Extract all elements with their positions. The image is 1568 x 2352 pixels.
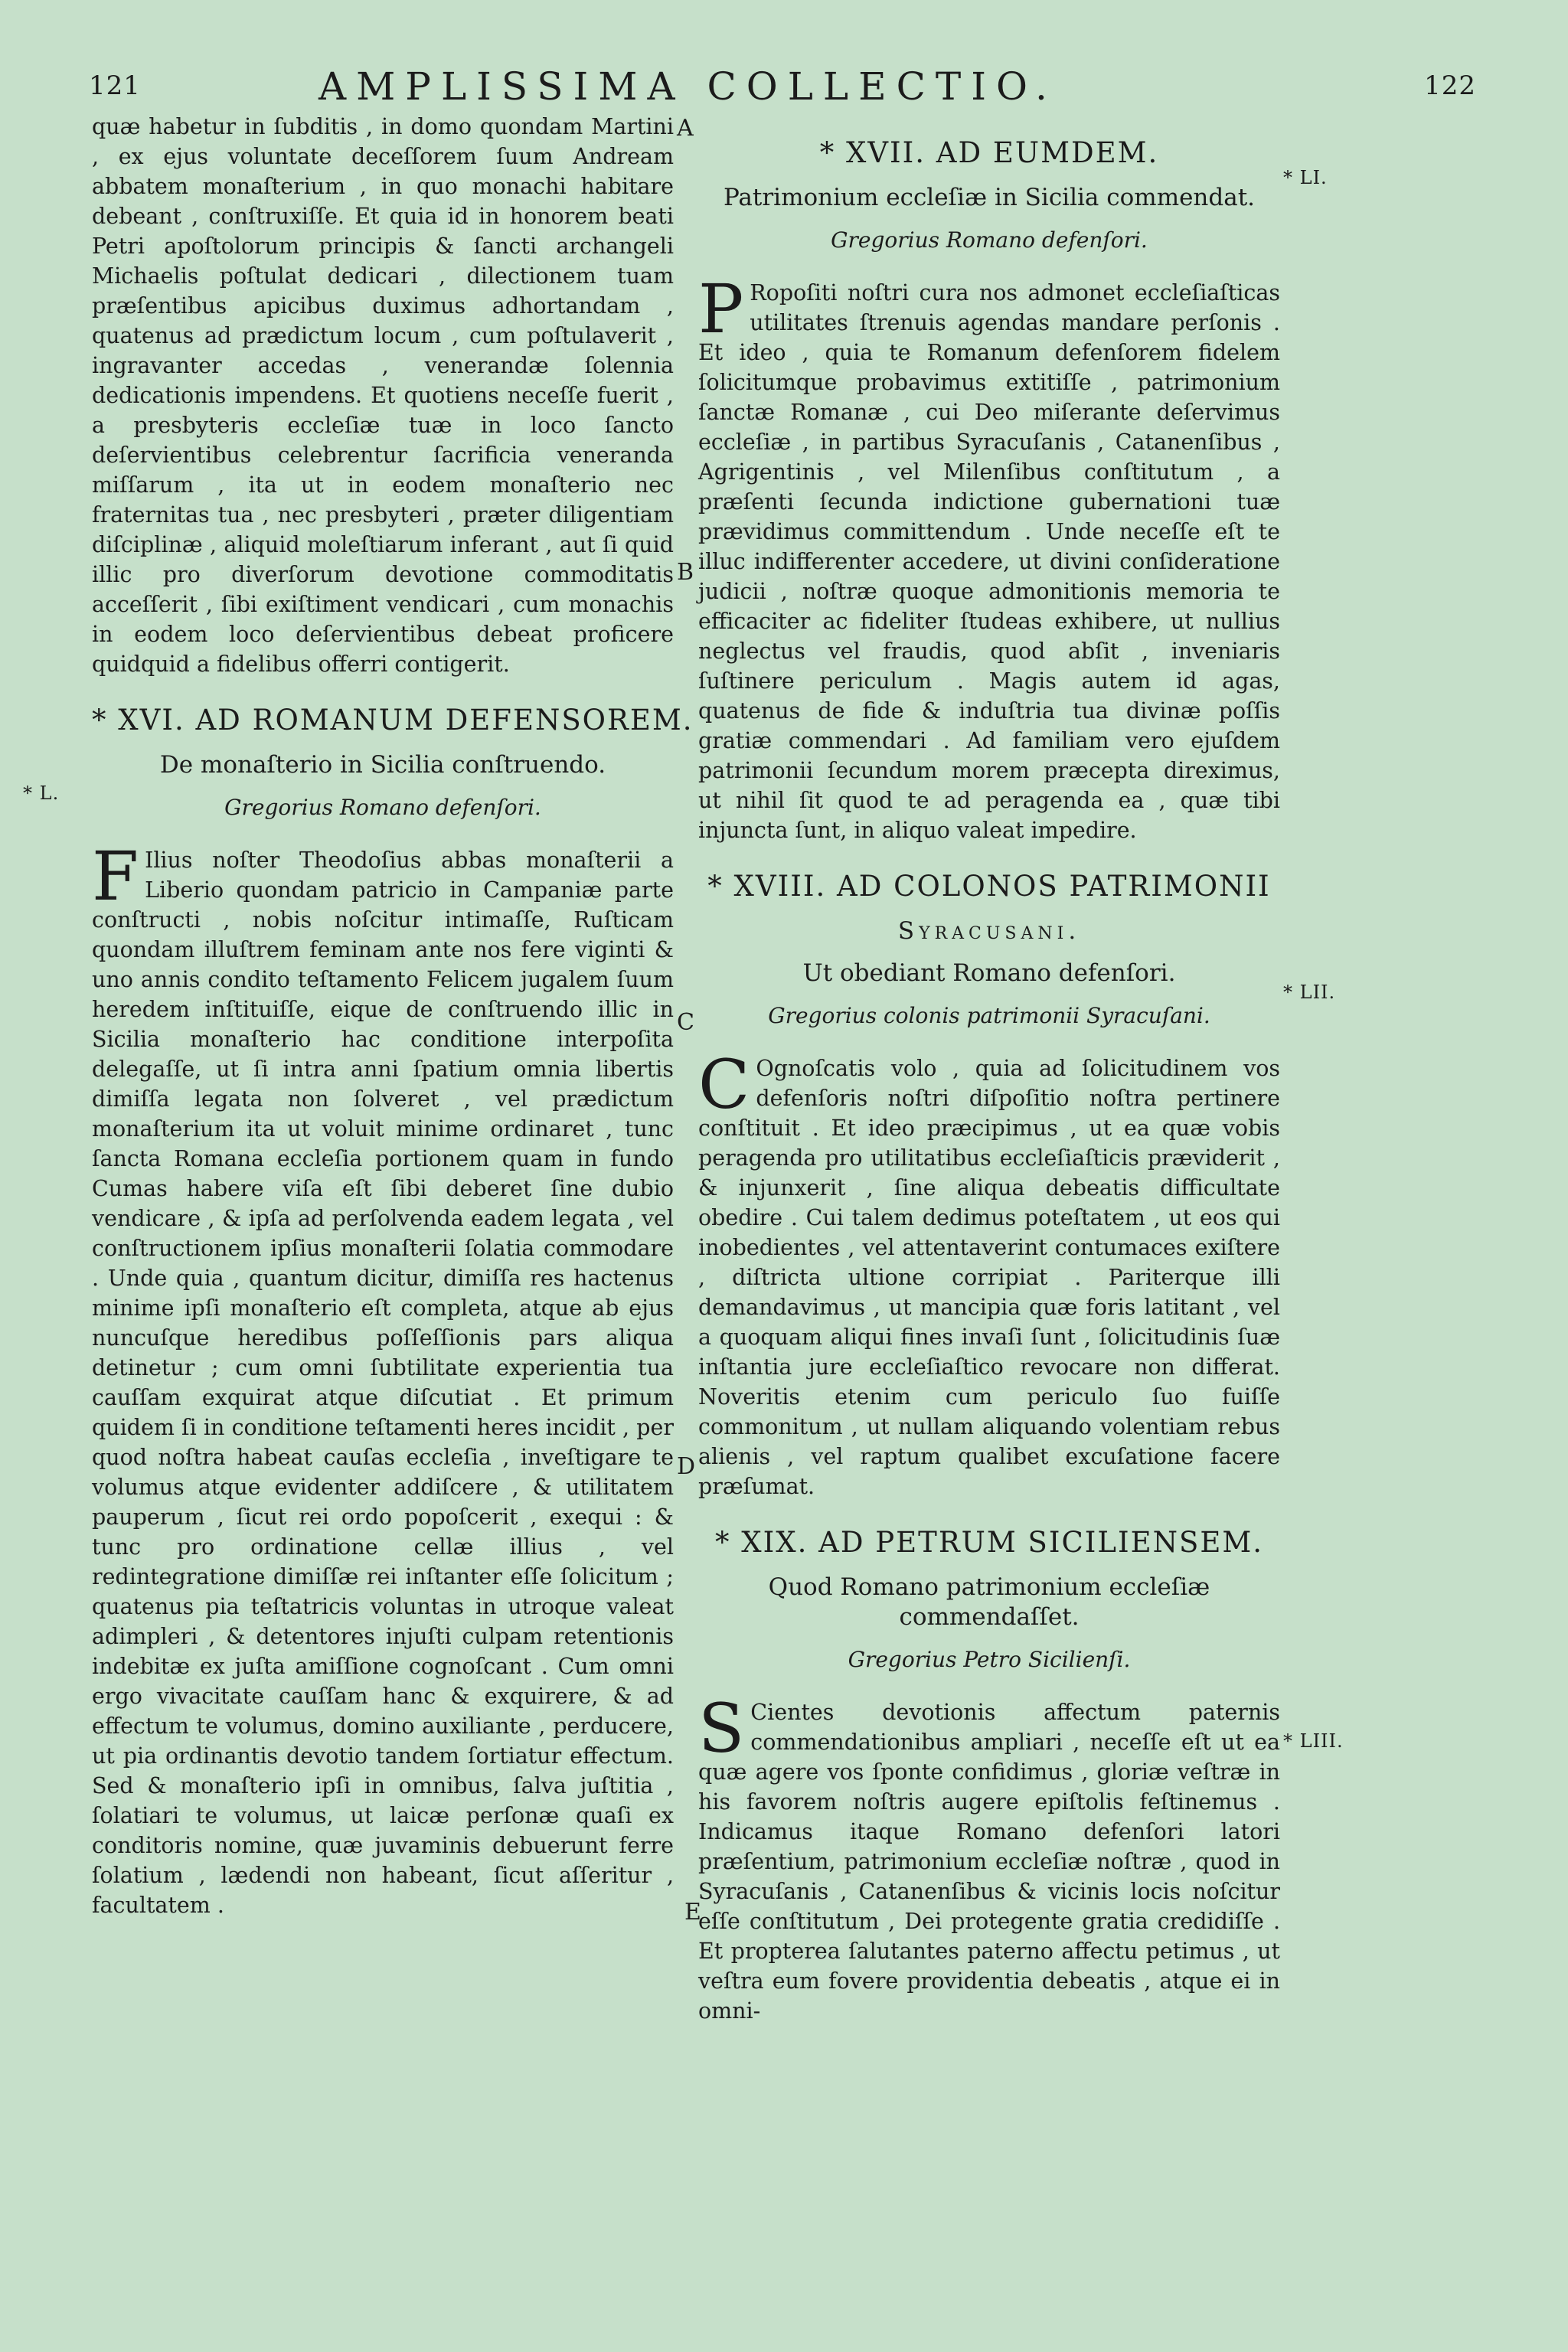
letter-18-body: Ognoſcatis volo , quia ad ſolicitudinem vos defenſoris noſtri diſpoſitio noſtra pertinere conſtituit . Et ideo præcipimus , ut ea quæ vobis peragenda pro utilitatibus eccleſiaſticis præviderit , & injunxerit , ſine aliqua debeatis difficultate obedire . Cui talem dedimus poteſtatem , ut eos qui inobedientes , vel attentaverint contumaces exiſtere , diſtricta ultione corripiat . Pariterque illi demandavimus , ut mancipia quæ foris latitant , vel a quoquam aliqui fines invaſi ſunt , ſolicitudinis ſuæ inſtantia jure eccleſiaſtico revocare non differat. Noveritis etenim cum periculo ſuo fuiſſe commonitum , ut nullam aliquando volentiam rebus alienis , vel raptum qualibet excuſatione facere præſumat.	[698, 1056, 1280, 1499]
page-number-right: 122	[1424, 70, 1476, 101]
letter-19-heading: * XIX. AD PETRUM SICILIENSEM.	[715, 1526, 1263, 1559]
letter-18-subtitle: Ut obediant Romano defenſori.	[802, 959, 1176, 987]
letter-17-body: Ropoſiti noſtri cura nos admonet eccleſiaſticas utilitates ſtrenuis agendas mandare perſonis . Et ideo , quia te Romanum defenſorem fidelem ſolicitumque probavimus extitiſſe , patrimonium ſanctæ Romanæ , cui Deo miſerante deſervimus eccleſiæ , in partibus Syracuſanis , Catanenſibus , Agrigentinis , vel Milenſibus conſtitutum , a præſenti ſecunda indictione gubernationi tuæ prævidimus committendum . Unde neceſſe eſt te illuc indifferenter accedere, ut divini conſideratione judicii , noſtræ quoque admonitionis memoria te efficaciter ac fideliter ſtudeas exhibere, ut nullius neglectus vel fraudis, quod abſit , inveniaris ſuſtinere periculum . Magis autem id agas, quatenus de fide & induſtria tua divinæ poſſis gratiæ commendari . Ad familiam vero ejuſdem patrimonii ſecundum morem præcepta direximus, ut nihil ſit quod te ad peragenda ea , quæ tibi injuncta ſunt, in aliquo valeat impedire.	[698, 280, 1280, 843]
letter-18-salutation: Gregorius colonis patrimonii Syracuſani.	[768, 1003, 1210, 1028]
letter-19-salutation: Gregorius Petro Sicilienſi.	[848, 1647, 1131, 1672]
margin-note-liii: * LIII.	[1283, 1730, 1344, 1752]
letter-17-dropcap: P	[698, 270, 744, 348]
section-letter-a: A	[677, 115, 694, 142]
letter-16-body: Ilius noſter Theodoſius abbas monaſterii a Liberio quondam patricio in Campaniæ parte conſtructi , nobis noſcitur intimaſſe, Ruſticam quondam illuſtrem feminam ante nos fere viginti & uno annis condito teſtamento Felicem jugalem ſuum heredem inſtituiſſe, eique de conſtruendo illic in Sicilia monaſterio hac conditione interpoſita delegaſſe, ut ſi intra anni ſpatium omnia libertis dimiſſa legata non ſolveret , vel prædictum monaſterium ita ut voluit minime ordinaret , tunc ſancta Romana eccleſia portionem quam in fundo Cumas habere viſa eſt ſibi deberet ſine dubio vendicare , & ipſa ad perſolvenda eadem legata , vel conſtructionem ipſius monaſterii ſolatia commodare . Unde quia , quantum dicitur, dimiſſa res hactenus minime ipſi monaſterio eſt completa, atque ab ejus nuncuſque heredibus poſſeſſionis pars aliqua detinetur ; cum omni ſubtilitate experientia tua cauſſam exquirat atque diſcutiat . Et primum quidem ſi in conditione teſtamenti heres incidit , per quod noſtra habeat cauſas eccleſia , inveſtigare te volumus atque evidenter addiſcere , & utilitatem pauperum , ſicut rei ordo popoſcerit , exequi : & tunc pro ordinatione cellæ illius , vel redintegratione dimiſſæ rei inſtanter eſſe ſolicitum ; quatenus pia teſtatricis voluntas in utroque valeat adimpleri , & detentores injuſti culpam retentionis indebitæ ex juſta amiſſione cognoſcant . Cum omni ergo vivacitate cauſſam hanc & exquirere, & ad effectum te volumus, domino auxiliante , perducere, ut pia ordinantis devotio tandem ſortiatur effectum. Sed & monaſterio ipſi in omnibus, ſalva juſtitia , ſolatiari te volumus, ut laicæ perſonæ quaſi ex conditoris nomine, quæ juvaminis debuerunt ferre ſolatium , lædendi non habeant, ſicut aſſeritur , facultatem .	[92, 848, 674, 1918]
letter-16-subtitle: De monaſterio in Sicilia conſtruendo.	[159, 751, 606, 779]
section-letter-b: B	[677, 559, 694, 586]
letter-16-salutation: Gregorius Romano defenſori.	[224, 795, 541, 820]
section-letter-c: C	[677, 1009, 694, 1036]
letter-18-dropcap: C	[698, 1045, 750, 1124]
section-letter-e: E	[684, 1899, 701, 1926]
letter-17-heading: * XVII. AD EUMDEM.	[819, 136, 1159, 169]
letter-19-dropcap: S	[698, 1689, 745, 1768]
continuation-text: quæ habetur in ſubditis , in domo quondam Martini , ex ejus voluntate deceſſorem ſuum Andream abbatem monaſterium , in quo monachi habitare debeant , conſtruxiſſe. Et quia id in honorem beati Petri apoſtolorum principis & ſancti archangeli Michaelis poſtulat dedicari , dilectionem tuam præſentibus apicibus duximus adhortandam , quatenus ad prædictum locum , cum poſtulaverit , ingravanter accedas , venerandæ ſolennia dedicationis impendens. Et quotiens neceſſe fuerit , a presbyteris eccleſiæ tuæ in loco ſancto deſervientibus celebrentur ſacrificia veneranda miſſarum , ita ut in eodem monaſterio nec fraternitas tua , nec presbyteri , præter diligentiam diſciplinæ , aliquid moleſtiarum inferant , aut ſi quid illic pro diverſorum devotione commoditatis acceſſerit , ſibi exiſtiment vendicari , cum monachis in eodem loco deſervientibus debeat proficere quidquid a fidelibus offerri contigerit.	[92, 114, 674, 677]
section-letter-d: D	[677, 1453, 696, 1480]
letter-18-heading: * XVIII. AD COLONOS PATRIMONII	[707, 870, 1271, 903]
running-header	[89, 64, 1476, 116]
running-title: AMPLISSIMA COLLECTIO.	[318, 64, 1057, 109]
letter-19-subtitle: Quod Romano patrimonium eccleſiæ commendaſſet.	[768, 1573, 1210, 1631]
letter-18-subtitle-caps: Syracusani.	[897, 917, 1081, 945]
margin-note-lii: * LII.	[1283, 982, 1336, 1003]
letter-19-body: Cientes devotionis affectum paternis commendationibus ampliari , neceſſe eſt ut ea quæ agere vos ſponte confidimus , gloriæ veſtræ in his favorem noſtris augere epiſtolis feſtinemus . Indicamus itaque Romano defenſori latori præſentium, patrimonium eccleſiæ noſtræ , quod in Syracuſanis , Catanenſibus & vicinis locis noſcitur eſſe conſtitutum , Dei protegente gratia credidiſſe . Et propterea ſalutantes paterno affectu petimus , ut veſtra eum fovere providentia debeatis , atque ei in omni-	[698, 1700, 1280, 2024]
right-column	[698, 115, 1280, 2026]
letter-17-subtitle: Patrimonium eccleſiæ in Sicilia commendat.	[723, 184, 1256, 211]
margin-note-l: * L.	[23, 782, 60, 804]
margin-note-li: * LI.	[1283, 167, 1328, 188]
left-column	[92, 112, 694, 1920]
letter-16-heading: * XVI. AD ROMANUM DEFENSOREM.	[92, 704, 694, 737]
letter-17-salutation: Gregorius Romano defenſori.	[831, 227, 1148, 253]
letter-16-dropcap: F	[92, 837, 139, 916]
page-number-left: 121	[89, 70, 141, 101]
